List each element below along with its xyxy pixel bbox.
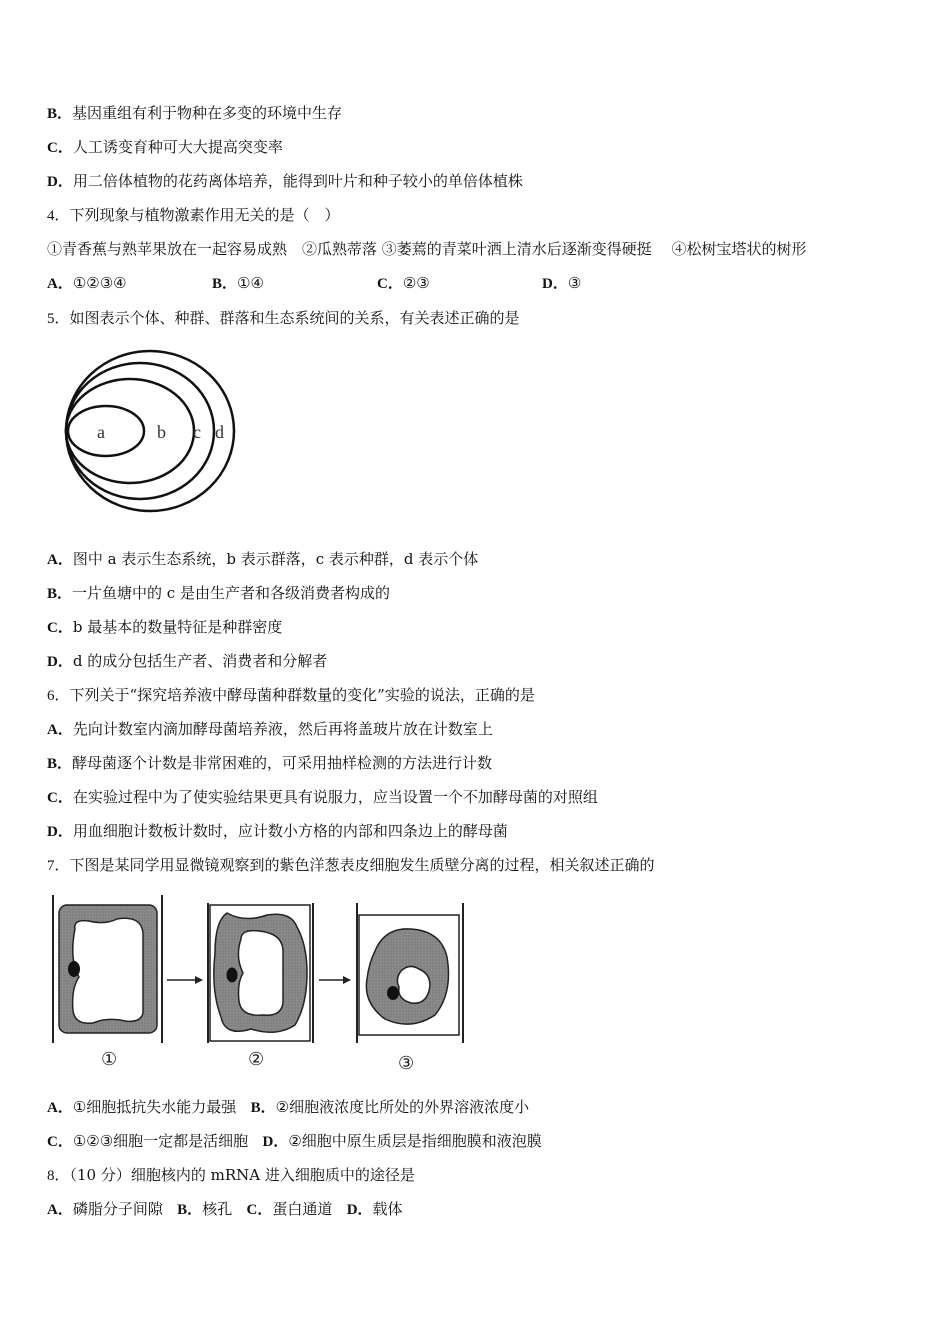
option-label: D．	[542, 276, 568, 292]
q7-options-cd	[47, 1131, 542, 1152]
question-4	[47, 205, 340, 226]
question-number: 5．	[47, 311, 70, 327]
question-4-options	[47, 273, 581, 294]
option-c	[247, 1200, 333, 1218]
option-label: C．	[246, 1202, 273, 1218]
option-b-label: B．	[250, 1100, 276, 1116]
option-d-text: ②细胞中原生质层是指细胞膜和液泡膜	[288, 1132, 542, 1150]
option-b	[177, 1200, 232, 1218]
q5-option-a	[47, 549, 478, 570]
question-4-items: ①青香蕉与熟苹果放在一起容易成熟 ②瓜熟蒂落 ③萎蔫的青菜叶洒上清水后逐渐变得硬挺 ④松树宝塔状的树形	[47, 240, 807, 258]
option-text: 磷脂分子间隙	[72, 1200, 163, 1218]
ellipse-a	[68, 406, 144, 456]
label-d: d	[215, 422, 224, 442]
question-text: （10 分）细胞核内的 mRNA 进入细胞质中的途径是	[69, 1166, 415, 1184]
option-d	[347, 1200, 403, 1218]
option-label: C．	[47, 140, 73, 156]
figure-label-2: ②	[248, 1049, 265, 1070]
option-c	[377, 273, 542, 294]
option-c	[47, 137, 283, 158]
option-label: D．	[47, 174, 73, 190]
arrow-icon	[319, 976, 351, 984]
ellipse-c	[66, 363, 214, 499]
q5-option-c	[47, 617, 282, 638]
option-label: B．	[47, 756, 73, 772]
question-5	[47, 308, 520, 329]
option-a-label: A．	[47, 1100, 73, 1116]
question-text: 下图是某同学用显微镜观察到的紫色洋葱表皮细胞发生质壁分离的过程，相关叙述正确的	[69, 856, 655, 874]
question-text: 下列现象与植物激素作用无关的是（ ）	[69, 206, 340, 224]
nested-ellipses-figure	[60, 345, 240, 515]
option-text: 人工诱变育种可大大提高突变率	[72, 138, 283, 156]
q6-option-d	[47, 821, 508, 842]
option-text: ①④	[237, 274, 264, 292]
option-a-text: ①细胞抵抗失水能力最强	[72, 1098, 237, 1116]
option-label: D．	[47, 654, 73, 670]
option-d	[47, 171, 523, 192]
option-label: B．	[47, 106, 73, 122]
option-text: d 的成分包括生产者、消费者和分解者	[72, 652, 328, 670]
option-text: 图中 a 表示生态系统，b 表示群落，c 表示种群，d 表示个体	[72, 550, 479, 568]
option-b	[47, 103, 342, 124]
cell-2	[208, 903, 313, 1043]
q6-option-a	[47, 719, 493, 740]
question-7	[47, 855, 655, 876]
ellipse-d	[66, 351, 234, 511]
option-label: C．	[377, 276, 403, 292]
option-label: A．	[47, 722, 73, 738]
cell-1	[53, 895, 162, 1043]
option-text: 基因重组有利于物种在多变的环境中生存	[72, 104, 343, 122]
option-label: B．	[212, 276, 238, 292]
question-text: 如图表示个体、种群、群落和生态系统间的关系，有关表述正确的是	[69, 309, 520, 327]
figure-label-3: ③	[398, 1053, 415, 1073]
question-text: 下列关于“探究培养液中酵母菌种群数量的变化”实验的说法，正确的是	[69, 686, 535, 704]
option-label: A．	[47, 552, 73, 568]
option-label: B．	[47, 586, 73, 602]
option-text: 用血细胞计数板计数时，应计数小方格的内部和四条边上的酵母菌	[72, 822, 508, 840]
q6-option-c	[47, 787, 598, 808]
option-text: 用二倍体植物的花药离体培养，能得到叶片和种子较小的单倍体植株	[72, 172, 523, 190]
option-text: b 最基本的数量特征是种群密度	[72, 618, 283, 636]
option-text: 在实验过程中为了使实验结果更具有说服力，应当设置一个不加酵母菌的对照组	[72, 788, 598, 806]
q6-option-b	[47, 753, 492, 774]
option-label: D．	[346, 1202, 373, 1218]
option-b	[212, 273, 377, 294]
option-label: C．	[47, 620, 73, 636]
question-number: 8．	[47, 1168, 70, 1184]
q5-option-b	[47, 583, 390, 604]
option-c-text: ①②③细胞一定都是活细胞	[72, 1132, 249, 1150]
option-label: C．	[47, 790, 73, 806]
option-text: ③	[567, 274, 582, 292]
option-c-label: C．	[47, 1134, 73, 1150]
option-text: 一片鱼塘中的 c 是由生产者和各级消费者构成的	[72, 584, 390, 602]
option-text: 蛋白通道	[272, 1200, 333, 1218]
question-number: 4．	[47, 208, 70, 224]
option-b-text: ②细胞液浓度比所处的外界溶液浓度小	[275, 1098, 530, 1116]
option-a	[47, 1200, 163, 1218]
q5-option-d	[47, 651, 327, 672]
option-label: D．	[47, 824, 73, 840]
option-label: A．	[47, 276, 73, 292]
figure-label-1: ①	[101, 1049, 118, 1070]
option-text: 酵母菌逐个计数是非常困难的，可采用抽样检测的方法进行计数	[72, 754, 493, 772]
question-6	[47, 685, 535, 706]
plasmolysis-figure	[45, 893, 475, 1073]
option-a	[47, 273, 212, 294]
arrow-icon	[167, 976, 203, 984]
option-d-label: D．	[262, 1134, 289, 1150]
label-b: b	[157, 422, 166, 442]
cell-3	[357, 903, 463, 1043]
option-text: 核孔	[202, 1200, 233, 1218]
label-a: a	[97, 422, 105, 442]
question-8-options	[47, 1199, 403, 1220]
question-number: 7．	[47, 858, 70, 874]
option-text: 先向计数室内滴加酵母菌培养液，然后再将盖玻片放在计数室上	[72, 720, 493, 738]
option-text: 载体	[372, 1200, 403, 1218]
option-label: B．	[177, 1202, 203, 1218]
question-8	[47, 1165, 415, 1186]
option-d	[542, 274, 581, 292]
question-number: 6．	[47, 688, 70, 704]
option-text: ①②③④	[72, 274, 127, 292]
ellipse-b	[66, 379, 194, 483]
option-label: A．	[47, 1202, 73, 1218]
option-text: ②③	[402, 274, 430, 292]
q7-options-ab	[47, 1097, 529, 1118]
label-c: c	[193, 422, 201, 442]
